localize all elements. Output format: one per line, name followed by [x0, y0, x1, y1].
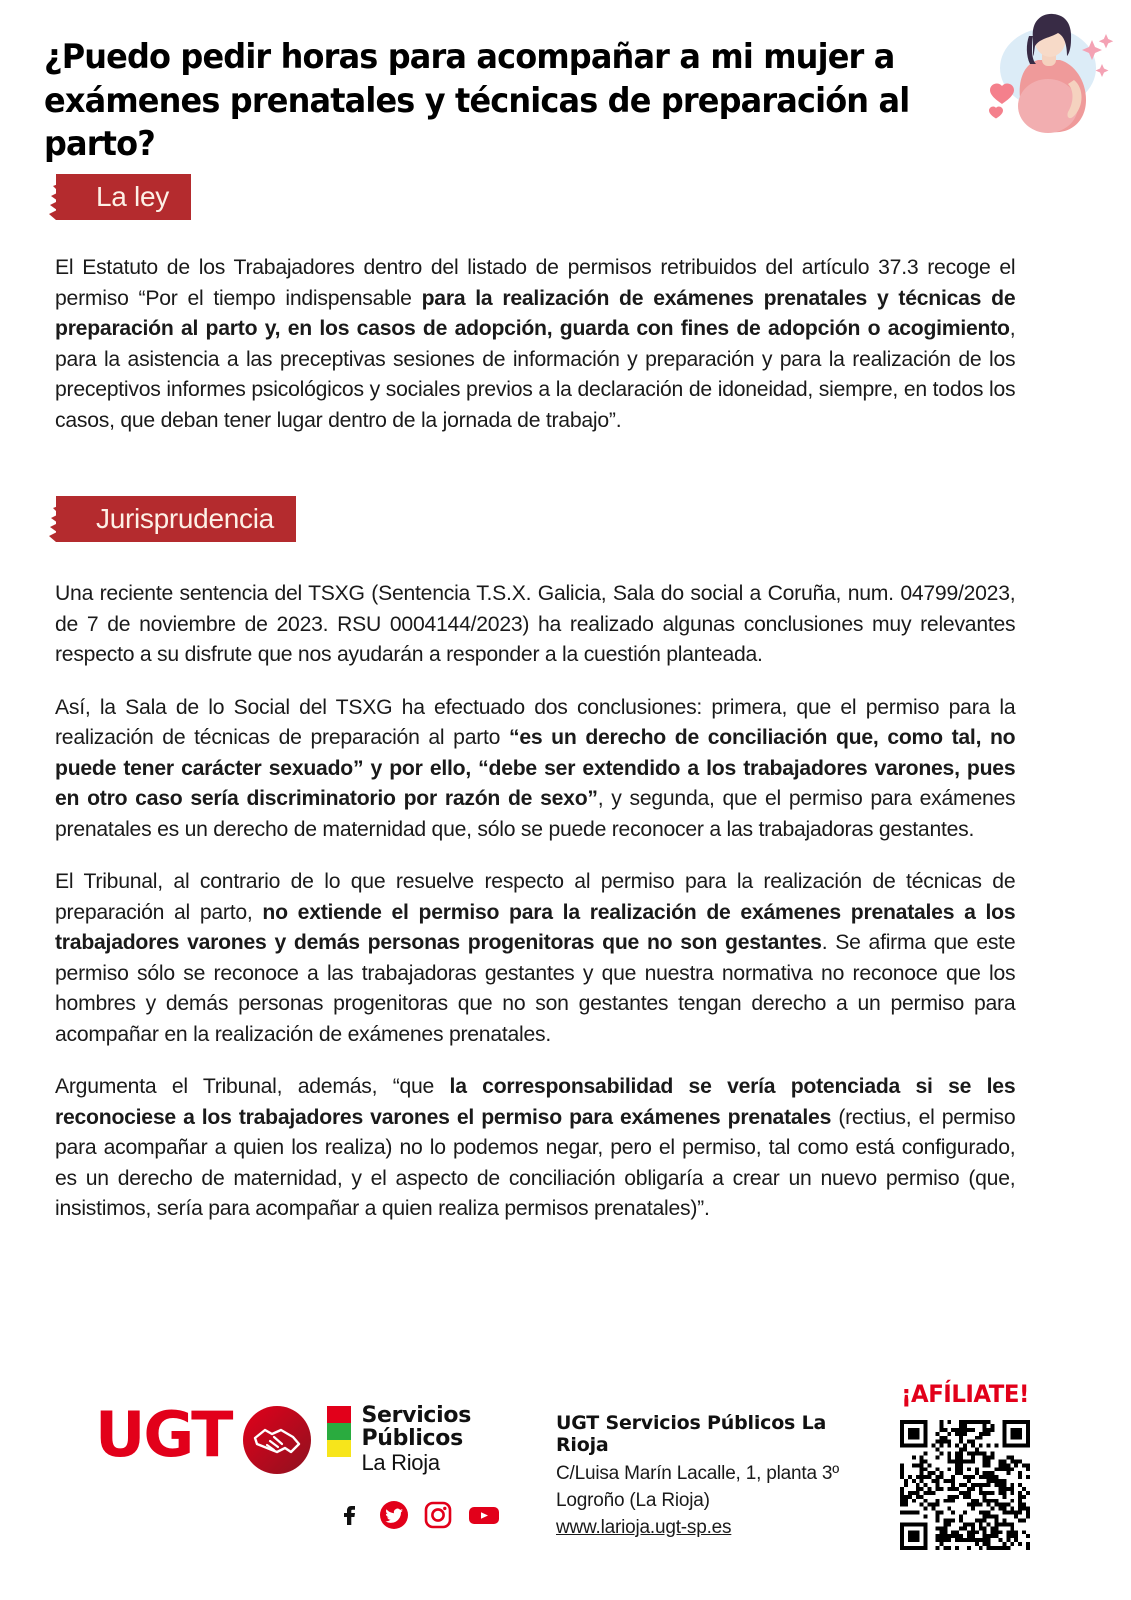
emphasis-text: para la realización de exámenes prenatales y técnicas de preparación al parto y, en los casos de adopción, guarda con fines de adopción o acogimiento	[55, 285, 1016, 341]
qr-code[interactable]	[900, 1420, 1030, 1550]
body-paragraph	[55, 866, 1015, 1049]
body-text: (rectius, el permiso para acompañar a quien los realiza) no lo podemos negar, pero el permiso, tal como está configurado, es un derecho de maternidad, y el aspecto de conciliación obligaría a crear un nuevo permiso (que, insistimos, sería para acompañar a quien realiza permisos prenatales)”.	[55, 1104, 1016, 1221]
body-text: , para la asistencia a las preceptivas sesiones de información y preparación y para la realización de los preceptivos informes psicológicos y sociales previos a la declaración de idoneidad, siempre, en todos los casos, que deban tener lugar dentro de la jornada de trabajo”.	[55, 316, 1016, 432]
emphasis-text: la corresponsabilidad se vería potenciada si se les reconociese a los trabajadores varones el permiso para exámenes prenatales	[55, 1074, 1016, 1129]
contact-website-link[interactable]: www.larioja.ugt-sp.es	[556, 1516, 732, 1538]
body-text: Así, la Sala de lo Social del TSXG ha efectuado dos conclusiones: primera, que el permiso para la realización de técnicas de preparación al parto	[55, 694, 1016, 750]
body-paragraph	[55, 252, 1015, 435]
contact-address: C/Luisa Marín Lacalle, 1, planta 3º	[556, 1463, 839, 1484]
social-links	[335, 1500, 501, 1535]
tricolor-bars-icon	[327, 1406, 351, 1457]
body-text: El Tribunal, al contrario de lo que resuelve respecto al permiso para la realización de técnicas de preparación al parto,	[55, 869, 1016, 924]
section-body-la-ley	[55, 252, 1030, 457]
handshake-icon	[241, 1404, 313, 1481]
emphasis-text: “es un derecho de conciliación que, como tal, no puede tener carácter sexuado” y por ello, “debe ser extendido a los trabajadores varones, pues en otro caso sería discriminatorio por razón de sexo”	[55, 725, 1016, 811]
footer	[0, 1370, 1131, 1600]
contact-title: UGT Servicios Públicos La Rioja	[556, 1412, 827, 1456]
instagram-icon[interactable]	[423, 1500, 453, 1535]
body-text: . Se afirma que este permiso sólo se reconoce a las trabajadoras gestantes y que nuestra normativa no reconoce que los hombres y demás personas progenitoras que no son gestantes tengan derecho a un permiso para acompañar en la realización de exámenes prenatales.	[55, 930, 1016, 1046]
section-banner-jurisprudencia	[56, 496, 296, 542]
body-paragraph	[55, 692, 1015, 845]
title-line-1: ¿Puedo pedir horas para acompañar a mi mujer a	[44, 37, 895, 77]
section-body-jurisprudencia	[55, 578, 1030, 1246]
emphasis-text: no extiende el permiso para la realización de exámenes prenatales a los trabajadores varones y demás personas progenitoras que no son gestantes	[55, 899, 1016, 955]
affiliate-label: ¡AFÍLIATE!	[901, 1380, 1029, 1408]
body-paragraph	[55, 578, 1015, 670]
title-line-2: exámenes prenatales y técnicas de preparación al parto?	[44, 80, 910, 165]
facebook-icon[interactable]	[335, 1500, 365, 1535]
twitter-icon[interactable]	[379, 1500, 409, 1535]
section-banner-la-ley	[56, 174, 191, 220]
affiliate-cta	[880, 1380, 1050, 1550]
body-paragraph	[55, 1071, 1015, 1224]
logo-line-servicios: Servicios	[361, 1403, 472, 1428]
torn-edge-icon	[46, 174, 72, 220]
body-text: Una reciente sentencia del TSXG (Sentencia T.S.X. Galicia, Sala do social a Coruña, num. 04799/2023, de 7 de noviembre de 2023. RSU 0004144/2023) ha realizado algunas conclusiones muy relevantes respecto a su disfrute que nos ayudarán a responder a la cuestión planteada.	[55, 581, 1016, 667]
ugt-logo	[95, 1398, 471, 1481]
body-text: El Estatuto de los Trabajadores dentro del listado de permisos retribuidos del artículo 37.3 recoge el permiso “Por el tiempo indispensable	[55, 255, 1016, 310]
ugt-wordmark: UGT	[95, 1398, 232, 1471]
contact-city: Logroño (La Rioja)	[556, 1489, 710, 1511]
servicios-publicos-lockup	[327, 1404, 471, 1474]
pregnant-woman-illustration	[978, 8, 1123, 148]
section-banner-label: La ley	[96, 181, 169, 212]
torn-edge-icon	[46, 496, 72, 542]
page-title	[44, 36, 1004, 167]
youtube-icon[interactable]	[467, 1500, 501, 1535]
contact-block	[556, 1412, 876, 1542]
logo-line-publicos: Públicos	[361, 1426, 463, 1452]
section-banner-label: Jurisprudencia	[96, 503, 274, 534]
logo-line-la-rioja: La Rioja	[361, 1449, 440, 1475]
body-text: Argumenta el Tribunal, además, “que	[55, 1074, 450, 1099]
body-text: , y segunda, que el permiso para exámenes prenatales es un derecho de maternidad que, sólo se puede reconocer a las trabajadoras gestantes.	[55, 786, 1016, 841]
